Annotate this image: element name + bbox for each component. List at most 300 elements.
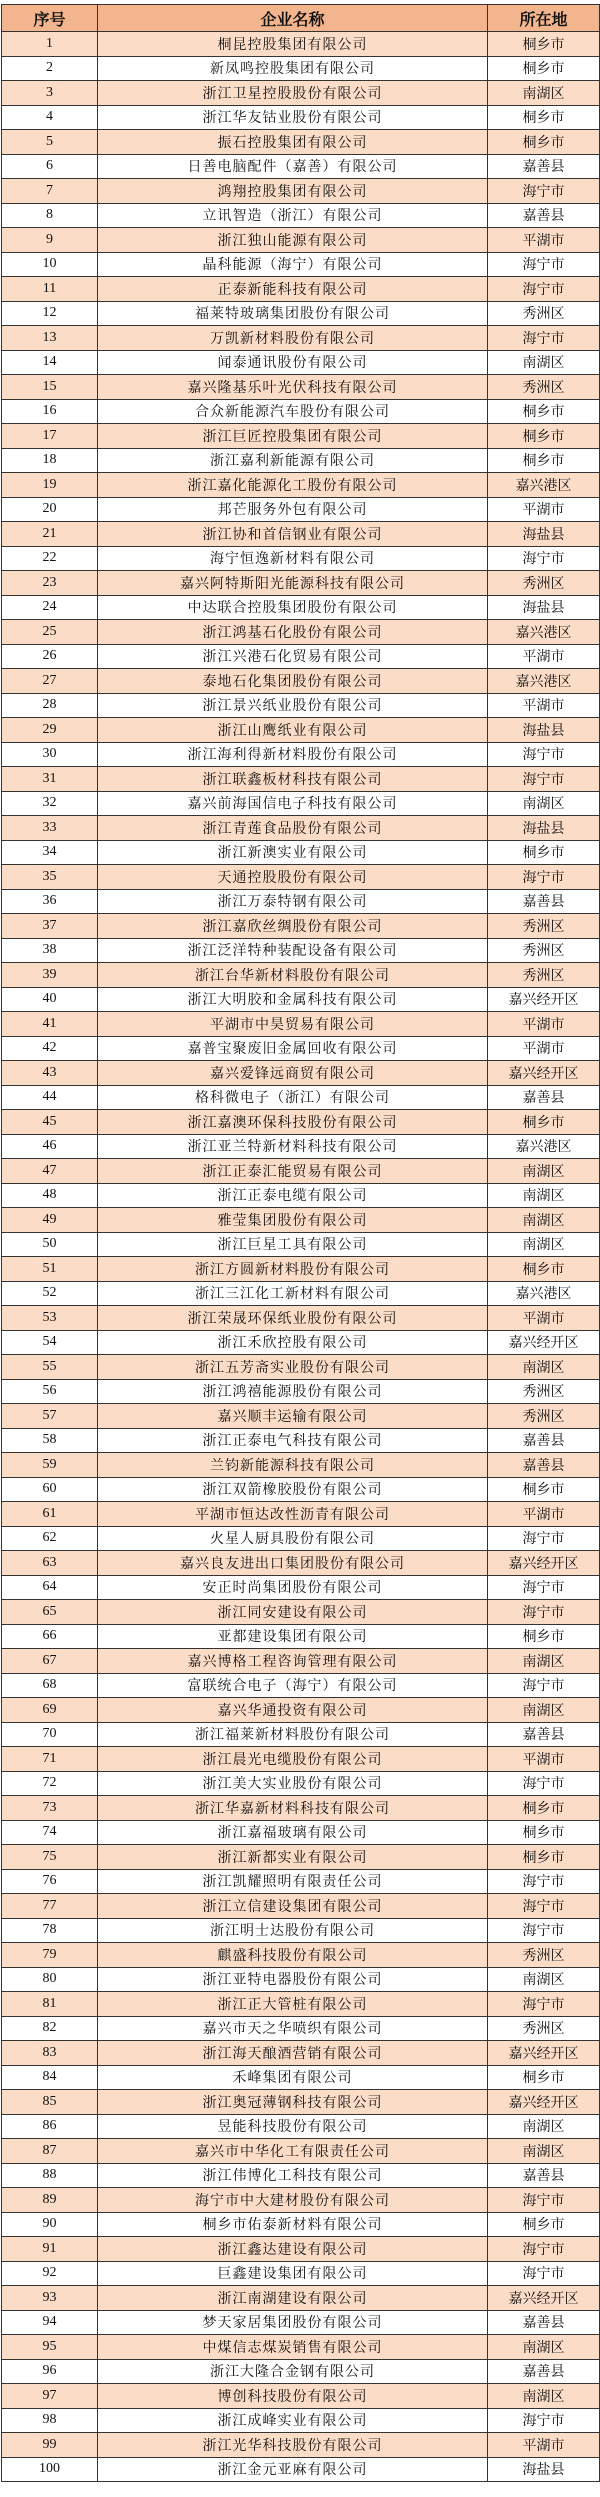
- company-name: 中煤信志煤炭销售有限公司: [98, 2335, 488, 2360]
- table-row: [2, 105, 600, 130]
- company-name: 浙江兴港石化贸易有限公司: [98, 644, 488, 669]
- location: 南湖区: [488, 2335, 600, 2360]
- company-name: 火星人厨具股份有限公司: [98, 1526, 488, 1551]
- location: 嘉兴经开区: [488, 2286, 600, 2311]
- location: 嘉善县: [488, 154, 600, 179]
- table-row: [2, 1894, 600, 1919]
- location: 嘉兴港区: [488, 1134, 600, 1159]
- table-row: [2, 2163, 600, 2188]
- location: 海宁市: [488, 1575, 600, 1600]
- location: 嘉兴经开区: [488, 1061, 600, 1086]
- company-name: 浙江华嘉新材料科技有限公司: [98, 1796, 488, 1821]
- location: 嘉善县: [488, 2359, 600, 2384]
- row-index: 86: [2, 2114, 98, 2139]
- row-index: 75: [2, 1845, 98, 1870]
- location: 南湖区: [488, 1159, 600, 1184]
- row-index: 77: [2, 1894, 98, 1919]
- table-row: [2, 1159, 600, 1184]
- row-index: 39: [2, 963, 98, 988]
- company-name: 浙江禾欣控股有限公司: [98, 1330, 488, 1355]
- row-index: 5: [2, 130, 98, 155]
- row-index: 98: [2, 2408, 98, 2433]
- table-row: [2, 1012, 600, 1037]
- company-name: 海宁恒逸新材料有限公司: [98, 546, 488, 571]
- location: 海盐县: [488, 2457, 600, 2482]
- table-row: [2, 252, 600, 277]
- company-name: 浙江亚兰特新材料科技有限公司: [98, 1134, 488, 1159]
- location: 桐乡市: [488, 32, 600, 57]
- company-name: 万凯新材料股份有限公司: [98, 326, 488, 351]
- table-row: [2, 1502, 600, 1527]
- row-index: 41: [2, 1012, 98, 1037]
- row-index: 15: [2, 375, 98, 400]
- table-row: [2, 2359, 600, 2384]
- company-name: 浙江立信建设集团有限公司: [98, 1894, 488, 1919]
- row-index: 43: [2, 1061, 98, 1086]
- company-name: 浙江大明胶和金属科技有限公司: [98, 987, 488, 1012]
- company-name: 邦芒服务外包有限公司: [98, 497, 488, 522]
- location: 嘉兴经开区: [488, 2090, 600, 2115]
- company-name: 桐昆控股集团有限公司: [98, 32, 488, 57]
- table-row: [2, 1232, 600, 1257]
- row-index: 23: [2, 571, 98, 596]
- row-index: 87: [2, 2139, 98, 2164]
- table-row: [2, 1698, 600, 1723]
- company-name: 浙江伟博化工科技有限公司: [98, 2163, 488, 2188]
- row-index: 31: [2, 767, 98, 792]
- company-name: 天通控股股份有限公司: [98, 865, 488, 890]
- row-index: 33: [2, 816, 98, 841]
- company-name: 浙江嘉福玻璃有限公司: [98, 1820, 488, 1845]
- row-index: 13: [2, 326, 98, 351]
- table-row: [2, 1085, 600, 1110]
- row-index: 90: [2, 2212, 98, 2237]
- row-index: 50: [2, 1232, 98, 1257]
- location: 海宁市: [488, 865, 600, 890]
- company-name: 海宁市中大建材股份有限公司: [98, 2188, 488, 2213]
- row-index: 1: [2, 32, 98, 57]
- table-row: [2, 522, 600, 547]
- table-row: [2, 2261, 600, 2286]
- table-row: [2, 1771, 600, 1796]
- header-index: 序号: [2, 5, 98, 32]
- company-name: 晶科能源（海宁）有限公司: [98, 252, 488, 277]
- table-row: [2, 767, 600, 792]
- row-index: 49: [2, 1208, 98, 1233]
- row-index: 36: [2, 889, 98, 914]
- company-name: 浙江华友钴业股份有限公司: [98, 105, 488, 130]
- company-name: 浙江大隆合金钢有限公司: [98, 2359, 488, 2384]
- table-row: [2, 375, 600, 400]
- location: 平湖市: [488, 693, 600, 718]
- row-index: 54: [2, 1330, 98, 1355]
- table-row: [2, 203, 600, 228]
- enterprise-table: [1, 4, 600, 2482]
- table-row: [2, 938, 600, 963]
- company-name: 浙江双箭橡胶股份有限公司: [98, 1477, 488, 1502]
- location: 南湖区: [488, 791, 600, 816]
- table-row: [2, 1330, 600, 1355]
- company-name: 浙江正大管桩有限公司: [98, 1992, 488, 2017]
- location: 桐乡市: [488, 130, 600, 155]
- table-row: [2, 130, 600, 155]
- company-name: 浙江新澳实业有限公司: [98, 840, 488, 865]
- location: 秀洲区: [488, 1943, 600, 1968]
- company-name: 浙江海利得新材料股份有限公司: [98, 742, 488, 767]
- location: 秀洲区: [488, 914, 600, 939]
- table-row: [2, 473, 600, 498]
- table-row: [2, 1845, 600, 1870]
- company-name: 嘉兴博格工程咨询管理有限公司: [98, 1649, 488, 1674]
- row-index: 57: [2, 1404, 98, 1429]
- table-row: [2, 1869, 600, 1894]
- company-name: 福莱特玻璃集团股份有限公司: [98, 301, 488, 326]
- table-row: [2, 2408, 600, 2433]
- row-index: 19: [2, 473, 98, 498]
- location: 秀洲区: [488, 1379, 600, 1404]
- location: 海宁市: [488, 2188, 600, 2213]
- table-row: [2, 228, 600, 253]
- company-name: 麒盛科技股份有限公司: [98, 1943, 488, 1968]
- location: 海宁市: [488, 277, 600, 302]
- row-index: 67: [2, 1649, 98, 1674]
- row-index: 27: [2, 669, 98, 694]
- table-row: [2, 1722, 600, 1747]
- location: 嘉善县: [488, 1453, 600, 1478]
- location: 南湖区: [488, 2139, 600, 2164]
- company-name: 浙江嘉利新能源有限公司: [98, 448, 488, 473]
- company-name: 日善电脑配件（嘉善）有限公司: [98, 154, 488, 179]
- company-name: 浙江明士达股份有限公司: [98, 1918, 488, 1943]
- row-index: 14: [2, 350, 98, 375]
- company-name: 浙江福莱新材料股份有限公司: [98, 1722, 488, 1747]
- table-row: [2, 81, 600, 106]
- table-row: [2, 620, 600, 645]
- company-name: 平湖市恒达改性沥青有限公司: [98, 1502, 488, 1527]
- table-row: [2, 1992, 600, 2017]
- row-index: 51: [2, 1257, 98, 1282]
- location: 桐乡市: [488, 1477, 600, 1502]
- company-name: 浙江光华科技股份有限公司: [98, 2433, 488, 2458]
- company-name: 富联统合电子（海宁）有限公司: [98, 1673, 488, 1698]
- header-company-name: 企业名称: [98, 5, 488, 32]
- company-name: 嘉兴前海国信电子科技有限公司: [98, 791, 488, 816]
- row-index: 34: [2, 840, 98, 865]
- row-index: 74: [2, 1820, 98, 1845]
- location: 秀洲区: [488, 963, 600, 988]
- table-row: [2, 1624, 600, 1649]
- company-name: 浙江景兴纸业股份有限公司: [98, 693, 488, 718]
- company-name: 闻泰通讯股份有限公司: [98, 350, 488, 375]
- location: 嘉兴港区: [488, 473, 600, 498]
- location: 南湖区: [488, 1183, 600, 1208]
- row-index: 85: [2, 2090, 98, 2115]
- company-name: 浙江海天酿酒营销有限公司: [98, 2041, 488, 2066]
- company-name: 浙江新都实业有限公司: [98, 1845, 488, 1870]
- company-name: 浙江奥冠薄钢科技有限公司: [98, 2090, 488, 2115]
- row-index: 71: [2, 1747, 98, 1772]
- table-row: [2, 2286, 600, 2311]
- company-name: 浙江荣晟环保纸业股份有限公司: [98, 1306, 488, 1331]
- location: 嘉兴港区: [488, 620, 600, 645]
- location: 海宁市: [488, 252, 600, 277]
- location: 平湖市: [488, 2433, 600, 2458]
- location: 海宁市: [488, 2261, 600, 2286]
- row-index: 20: [2, 497, 98, 522]
- location: 海宁市: [488, 326, 600, 351]
- company-name: 浙江同安建设有限公司: [98, 1600, 488, 1625]
- row-index: 78: [2, 1918, 98, 1943]
- table-row: [2, 2090, 600, 2115]
- company-name: 巨鑫建设集团有限公司: [98, 2261, 488, 2286]
- table-row: [2, 546, 600, 571]
- table-row: [2, 1257, 600, 1282]
- row-index: 68: [2, 1673, 98, 1698]
- company-name: 浙江泛洋特种装配设备有限公司: [98, 938, 488, 963]
- company-name: 中达联合控股集团股份有限公司: [98, 595, 488, 620]
- table-row: [2, 1600, 600, 1625]
- company-name: 浙江巨星工具有限公司: [98, 1232, 488, 1257]
- table-row: [2, 2335, 600, 2360]
- row-index: 66: [2, 1624, 98, 1649]
- table-row: [2, 424, 600, 449]
- row-index: 93: [2, 2286, 98, 2311]
- row-index: 92: [2, 2261, 98, 2286]
- location: 平湖市: [488, 1747, 600, 1772]
- row-index: 58: [2, 1428, 98, 1453]
- header-location: 所在地: [488, 5, 600, 32]
- row-index: 46: [2, 1134, 98, 1159]
- table-row: [2, 693, 600, 718]
- location: 嘉兴经开区: [488, 1330, 600, 1355]
- location: 南湖区: [488, 1208, 600, 1233]
- row-index: 21: [2, 522, 98, 547]
- row-index: 32: [2, 791, 98, 816]
- company-name: 浙江南湖建设有限公司: [98, 2286, 488, 2311]
- row-index: 28: [2, 693, 98, 718]
- location: 平湖市: [488, 644, 600, 669]
- location: 嘉兴经开区: [488, 2041, 600, 2066]
- location: 南湖区: [488, 350, 600, 375]
- table-row: [2, 2188, 600, 2213]
- table-row: [2, 644, 600, 669]
- row-index: 12: [2, 301, 98, 326]
- location: 南湖区: [488, 1649, 600, 1674]
- row-index: 91: [2, 2237, 98, 2262]
- company-name: 浙江成峰实业有限公司: [98, 2408, 488, 2433]
- location: 桐乡市: [488, 1796, 600, 1821]
- company-name: 桐乡市佑泰新材料有限公司: [98, 2212, 488, 2237]
- location: 海盐县: [488, 522, 600, 547]
- location: 海盐县: [488, 816, 600, 841]
- row-index: 29: [2, 718, 98, 743]
- company-name: 嘉兴市中华化工有限责任公司: [98, 2139, 488, 2164]
- table-row: [2, 987, 600, 1012]
- row-index: 56: [2, 1379, 98, 1404]
- company-name: 浙江鑫达建设有限公司: [98, 2237, 488, 2262]
- table-row: [2, 914, 600, 939]
- location: 海宁市: [488, 1673, 600, 1698]
- row-index: 61: [2, 1502, 98, 1527]
- table-row: [2, 350, 600, 375]
- location: 平湖市: [488, 228, 600, 253]
- row-index: 97: [2, 2384, 98, 2409]
- table-row: [2, 1428, 600, 1453]
- location: 秀洲区: [488, 301, 600, 326]
- location: 海宁市: [488, 767, 600, 792]
- row-index: 83: [2, 2041, 98, 2066]
- company-name: 平湖市中昊贸易有限公司: [98, 1012, 488, 1037]
- row-index: 40: [2, 987, 98, 1012]
- company-name: 浙江正泰电缆有限公司: [98, 1183, 488, 1208]
- location: 海宁市: [488, 1526, 600, 1551]
- table-row: [2, 1404, 600, 1429]
- location: 桐乡市: [488, 56, 600, 81]
- table-row: [2, 1379, 600, 1404]
- row-index: 63: [2, 1551, 98, 1576]
- table-row: [2, 2384, 600, 2409]
- row-index: 47: [2, 1159, 98, 1184]
- table-row: [2, 889, 600, 914]
- company-name: 浙江嘉化能源化工股份有限公司: [98, 473, 488, 498]
- table-row: [2, 571, 600, 596]
- location: 秀洲区: [488, 2016, 600, 2041]
- table-row: [2, 595, 600, 620]
- company-name: 浙江亚特电器股份有限公司: [98, 1967, 488, 1992]
- table-row: [2, 2065, 600, 2090]
- company-name: 嘉兴顺丰运输有限公司: [98, 1404, 488, 1429]
- row-index: 7: [2, 179, 98, 204]
- row-index: 73: [2, 1796, 98, 1821]
- company-name: 梦天家居集团股份有限公司: [98, 2310, 488, 2335]
- company-name: 浙江青莲食品股份有限公司: [98, 816, 488, 841]
- row-index: 94: [2, 2310, 98, 2335]
- row-index: 99: [2, 2433, 98, 2458]
- table-row: [2, 1551, 600, 1576]
- row-index: 38: [2, 938, 98, 963]
- table-row: [2, 1747, 600, 1772]
- row-index: 25: [2, 620, 98, 645]
- table-row: [2, 816, 600, 841]
- company-name: 浙江协和首信钢业有限公司: [98, 522, 488, 547]
- row-index: 95: [2, 2335, 98, 2360]
- row-index: 62: [2, 1526, 98, 1551]
- location: 桐乡市: [488, 399, 600, 424]
- row-index: 18: [2, 448, 98, 473]
- row-index: 84: [2, 2065, 98, 2090]
- company-name: 正泰新能科技有限公司: [98, 277, 488, 302]
- row-index: 6: [2, 154, 98, 179]
- table-body: [2, 32, 600, 2482]
- location: 嘉善县: [488, 889, 600, 914]
- location: 平湖市: [488, 1012, 600, 1037]
- table-row: [2, 2139, 600, 2164]
- table-row: [2, 326, 600, 351]
- table-row: [2, 399, 600, 424]
- company-name: 浙江万泰特钢有限公司: [98, 889, 488, 914]
- location: 秀洲区: [488, 375, 600, 400]
- row-index: 96: [2, 2359, 98, 2384]
- company-name: 立讯智造（浙江）有限公司: [98, 203, 488, 228]
- row-index: 10: [2, 252, 98, 277]
- table-row: [2, 32, 600, 57]
- company-name: 浙江鸿禧能源股份有限公司: [98, 1379, 488, 1404]
- row-index: 35: [2, 865, 98, 890]
- company-name: 合众新能源汽车股份有限公司: [98, 399, 488, 424]
- company-name: 浙江三江化工新材料有限公司: [98, 1281, 488, 1306]
- location: 桐乡市: [488, 840, 600, 865]
- row-index: 48: [2, 1183, 98, 1208]
- row-index: 30: [2, 742, 98, 767]
- table-row: [2, 1110, 600, 1135]
- location: 海宁市: [488, 1992, 600, 2017]
- company-name: 鸿翔控股集团有限公司: [98, 179, 488, 204]
- location: 海宁市: [488, 1600, 600, 1625]
- location: 桐乡市: [488, 1257, 600, 1282]
- table-row: [2, 1526, 600, 1551]
- company-name: 浙江鸿基石化股份有限公司: [98, 620, 488, 645]
- location: 南湖区: [488, 1967, 600, 1992]
- row-index: 22: [2, 546, 98, 571]
- company-name: 浙江方圆新材料股份有限公司: [98, 1257, 488, 1282]
- table-row: [2, 179, 600, 204]
- company-name: 雅莹集团股份有限公司: [98, 1208, 488, 1233]
- row-index: 45: [2, 1110, 98, 1135]
- table-row: [2, 1183, 600, 1208]
- location: 嘉兴经开区: [488, 987, 600, 1012]
- table-row: [2, 277, 600, 302]
- company-name: 浙江卫星控股股份有限公司: [98, 81, 488, 106]
- location: 平湖市: [488, 1306, 600, 1331]
- row-index: 69: [2, 1698, 98, 1723]
- row-index: 89: [2, 2188, 98, 2213]
- table-row: [2, 1281, 600, 1306]
- company-name: 浙江巨匠控股集团有限公司: [98, 424, 488, 449]
- table-row: [2, 2433, 600, 2458]
- table-row: [2, 2237, 600, 2262]
- company-name: 亚都建设集团有限公司: [98, 1624, 488, 1649]
- location: 海盐县: [488, 718, 600, 743]
- row-index: 11: [2, 277, 98, 302]
- row-index: 80: [2, 1967, 98, 1992]
- row-index: 79: [2, 1943, 98, 1968]
- company-name: 嘉兴阿特斯阳光能源科技有限公司: [98, 571, 488, 596]
- company-name: 浙江台华新材料股份有限公司: [98, 963, 488, 988]
- location: 南湖区: [488, 1355, 600, 1380]
- company-name: 浙江山鹰纸业有限公司: [98, 718, 488, 743]
- row-index: 55: [2, 1355, 98, 1380]
- table-row: [2, 1453, 600, 1478]
- location: 海宁市: [488, 2237, 600, 2262]
- row-index: 26: [2, 644, 98, 669]
- row-index: 17: [2, 424, 98, 449]
- location: 海宁市: [488, 1771, 600, 1796]
- table-row: [2, 1918, 600, 1943]
- row-index: 81: [2, 1992, 98, 2017]
- table-row: [2, 2114, 600, 2139]
- location: 嘉兴经开区: [488, 1551, 600, 1576]
- location: 桐乡市: [488, 1845, 600, 1870]
- table-row: [2, 448, 600, 473]
- location: 海宁市: [488, 179, 600, 204]
- row-index: 52: [2, 1281, 98, 1306]
- row-index: 70: [2, 1722, 98, 1747]
- location: 桐乡市: [488, 2212, 600, 2237]
- location: 桐乡市: [488, 2065, 600, 2090]
- table-row: [2, 2457, 600, 2482]
- table-row: [2, 1208, 600, 1233]
- table-row: [2, 56, 600, 81]
